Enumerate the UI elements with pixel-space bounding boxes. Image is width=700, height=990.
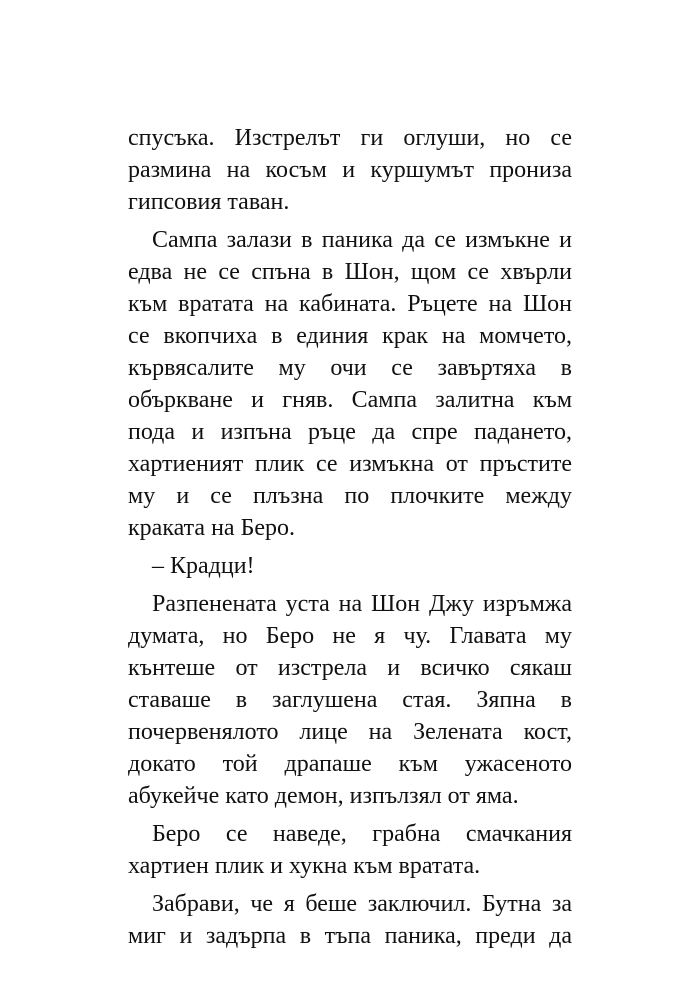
paragraph <box>128 588 572 812</box>
paragraph <box>128 122 572 218</box>
text-line: спусъка. Изстрелът ги оглуши, но се <box>128 125 572 151</box>
paragraph <box>128 224 572 544</box>
text-line: му и се плъзна по плочките между <box>128 483 572 509</box>
text-line: гипсовия таван. <box>128 189 290 215</box>
text-line: почервенялото лице на Зелената кост, <box>128 719 572 745</box>
text-line: краката на Беро. <box>128 515 296 541</box>
text-line: Разпенената уста на Шон Джу изръмжа <box>152 591 572 617</box>
paragraph <box>128 818 572 882</box>
text-line: пода и изпъна ръце да спре падането, <box>128 419 572 445</box>
paragraph-dialogue <box>128 550 572 582</box>
text-line: Забрави, че я беше заключил. Бутна за <box>152 891 572 917</box>
book-page <box>128 122 572 958</box>
text-line: Сампа залази в паника да се измъкне и <box>152 227 572 253</box>
text-line: думата, но Беро не я чу. Главата му <box>128 623 572 649</box>
text-line: хартиеният плик се измъкна от пръстите <box>128 451 572 477</box>
text-line: абукейче като демон, изпълзял от яма. <box>128 783 519 809</box>
text-line: объркване и гняв. Сампа залитна към <box>128 387 572 413</box>
text-line: ставаше в заглушена стая. Зяпна в <box>128 687 572 713</box>
paragraph <box>128 888 572 952</box>
text-line: кървясалите му очи се завъртяха в <box>128 355 572 381</box>
text-line: размина на косъм и куршумът прониза <box>128 157 572 183</box>
text-line: към вратата на кабината. Ръцете на Шон <box>128 291 572 317</box>
text-line: хартиен плик и хукна към вратата. <box>128 853 481 879</box>
text-line: кънтеше от изстрела и всичко сякаш <box>128 655 572 681</box>
text-line: Беро се наведе, грабна смачкания <box>152 821 572 847</box>
text-line: – Крадци! <box>152 553 255 579</box>
text-line: миг и задърпа в тъпа паника, преди да <box>128 923 572 949</box>
text-line: докато той драпаше към ужасеното <box>128 751 572 777</box>
text-line: се вкопчиха в единия крак на момчето, <box>128 323 572 349</box>
text-line: едва не се спъна в Шон, щом се хвърли <box>128 259 572 285</box>
